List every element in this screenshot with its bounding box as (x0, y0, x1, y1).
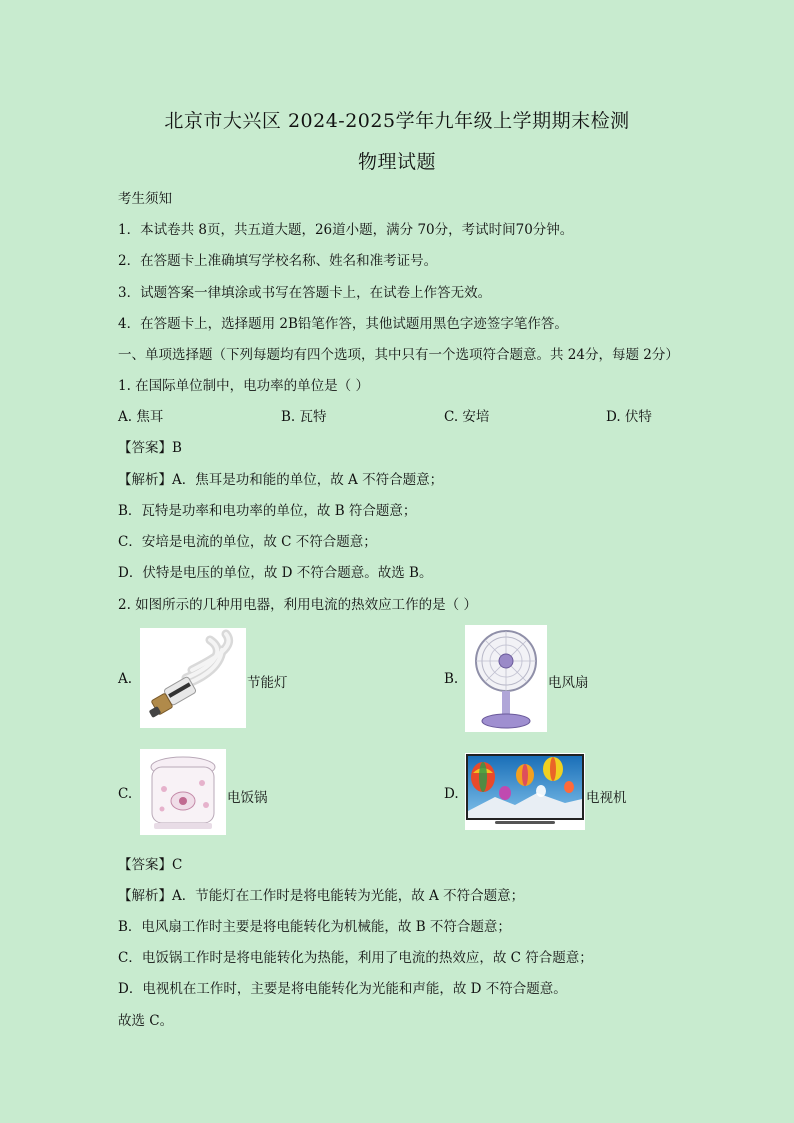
page-subtitle: 物理试题 (357, 151, 436, 173)
q1-option-a: A. 焦耳 (118, 409, 164, 425)
q2-option-b-letter: B. (444, 671, 459, 687)
q2-option-d-letter: D. (444, 786, 459, 802)
rice-cooker-image (140, 749, 226, 835)
notice-item-4: 4．在答题卡上，选择题用 2B铅笔作答，其他试题用黑色字迹签字笔作答。 (118, 316, 568, 332)
q2-analysis-4: D．电视机在工作时，主要是将电能转化为光能和声能，故 D 不符合题意。 (118, 981, 567, 997)
q2-analysis-3: C．电饭锅工作时是将电能转化为热能，利用了电流的热效应，故 C 符合题意； (118, 950, 593, 966)
q1-answer: 【答案】B (118, 440, 182, 456)
section-heading: 一、单项选择题（下列每题均有四个选项，其中只有一个选项符合题意。共 24分，每题 2分） (118, 347, 679, 363)
television-image (465, 753, 585, 830)
page-title: 北京市大兴区 2024-2025学年九年级上学期期末检测 (164, 110, 630, 132)
q1-analysis-1: 【解析】A．焦耳是功和能的单位，故 A 不符合题意； (118, 472, 444, 488)
q2-analysis-1: 【解析】A．节能灯在工作时是将电能转为光能，故 A 不符合题意； (118, 888, 525, 904)
notice-item-2: 2．在答题卡上准确填写学校名称、姓名和准考证号。 (118, 253, 438, 269)
q1-analysis-4: D．伏特是电压的单位，故 D 不符合题意。故选 B。 (118, 565, 433, 581)
electric-fan-image (465, 625, 547, 732)
q1-option-d: D. 伏特 (606, 409, 652, 425)
q2-answer: 【答案】C (118, 857, 183, 873)
energy-saving-lamp-image (140, 628, 246, 728)
q1-option-c: C. 安培 (444, 409, 490, 425)
q2-option-c-letter: C. (118, 786, 133, 802)
q1-analysis-3: C．安培是电流的单位，故 C 不符合题意； (118, 534, 377, 550)
q1-option-b: B. 瓦特 (281, 409, 327, 425)
q2-analysis-5: 故选 C。 (118, 1013, 174, 1029)
notice-item-1: 1．本试卷共 8页，共五道大题，26道小题，满分 70分，考试时间70分钟。 (118, 222, 574, 238)
q2-option-b-caption: 电风扇 (548, 675, 589, 691)
q2-option-c-caption: 电饭锅 (227, 790, 268, 806)
q2-option-d-caption: 电视机 (586, 790, 627, 806)
notice-heading: 考生须知 (118, 191, 172, 207)
q1-analysis-2: B．瓦特是功率和电功率的单位，故 B 符合题意； (118, 503, 417, 519)
notice-item-3: 3．试题答案一律填涂或书写在答题卡上，在试卷上作答无效。 (118, 285, 492, 301)
q2-analysis-2: B．电风扇工作时主要是将电能转化为机械能，故 B 不符合题意； (118, 919, 511, 935)
q2-stem: 2. 如图所示的几种用电器，利用电流的热效应工作的是（ ） (118, 597, 477, 613)
q2-option-a-caption: 节能灯 (247, 675, 288, 691)
q2-option-a-letter: A. (118, 671, 133, 687)
q1-stem: 1. 在国际单位制中，电功率的单位是（ ） (118, 378, 369, 394)
